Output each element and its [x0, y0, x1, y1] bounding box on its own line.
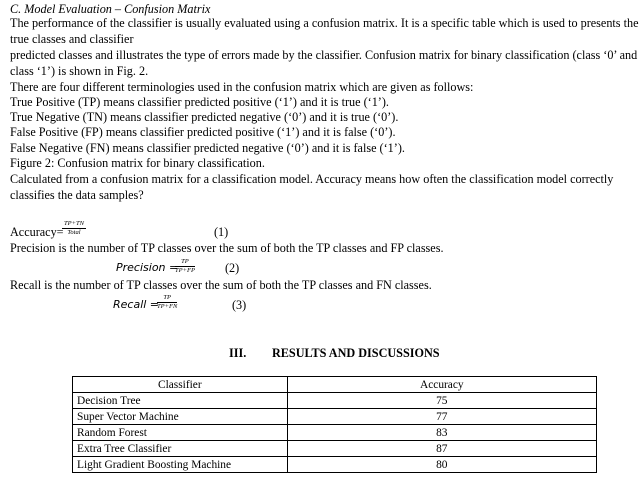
- eq1-numerator: TP+TN: [64, 220, 84, 227]
- table-header-accuracy: Accuracy: [287, 377, 596, 393]
- table-header-classifier: Classifier: [73, 377, 288, 393]
- figure-caption: Figure 2: Confusion matrix for binary classification.: [10, 156, 265, 170]
- classifier-cell: Decision Tree: [73, 393, 288, 409]
- paragraph-line: False Negative (FN) means classifier predicted negative (‘0’) and it is false (‘1’).: [10, 141, 405, 155]
- accuracy-cell: 80: [287, 457, 596, 473]
- classifier-cell: Extra Tree Classifier: [73, 441, 288, 457]
- section-title: C. Model Evaluation – Confusion Matrix: [10, 2, 211, 16]
- eq3-tag: (3): [232, 298, 247, 312]
- paragraph-line: The performance of the classifier is usually evaluated using a confusion matrix. It is a specific table which is used to presents the: [10, 16, 639, 30]
- eq3-denominator: TP+FN: [157, 303, 178, 310]
- eq2-denominator: TP+FP: [175, 267, 195, 274]
- accuracy-cell: 83: [287, 425, 596, 441]
- paragraph-line: true classes and classifier: [10, 32, 134, 46]
- paragraph-line: Calculated from a confusion matrix for a classification model. Accuracy means how often the classification model correctly: [10, 172, 614, 186]
- table-row: [73, 441, 597, 457]
- classifier-cell: Super Vector Machine: [73, 409, 288, 425]
- recall-text: Recall is the number of TP classes over the sum of both the TP classes and FN classes.: [10, 278, 432, 292]
- paragraph-line: True Negative (TN) means classifier predicted negative (‘0’) and it is true (‘0’).: [10, 110, 399, 124]
- table-row: [73, 409, 597, 425]
- table-row: [73, 393, 597, 409]
- table-row: [73, 425, 597, 441]
- table-row: [73, 457, 597, 473]
- section-heading-title: RESULTS AND DISCUSSIONS: [272, 346, 440, 360]
- paragraph-line: There are four different terminologies used in the confusion matrix which are given as follows:: [10, 80, 474, 94]
- section-number: III.: [229, 346, 247, 360]
- eq2-tag: (2): [225, 261, 240, 275]
- accuracy-cell: 75: [287, 393, 596, 409]
- accuracy-cell: 77: [287, 409, 596, 425]
- classifier-cell: Random Forest: [73, 425, 288, 441]
- classifier-cell: Light Gradient Boosting Machine: [73, 457, 288, 473]
- eq2-numerator: TP: [175, 258, 195, 267]
- eq1-denominator: Total: [67, 229, 81, 236]
- paragraph-line: classifies the data samples?: [10, 188, 144, 202]
- eq1-tag: (1): [214, 225, 229, 239]
- paragraph-line: class ‘1’) is shown in Fig. 2.: [10, 64, 149, 78]
- precision-text: Precision is the number of TP classes over the sum of both the TP classes and FP classes.: [10, 241, 444, 255]
- eq3-numerator: TP: [157, 294, 177, 303]
- paragraph-line: False Positive (FP) means classifier predicted positive (‘1’) and it is false (‘0’).: [10, 125, 396, 139]
- paragraph-line: predicted classes and illustrates the type of errors made by the classifier. Confusion matrix for binary classification (class ‘0’ and: [10, 48, 638, 62]
- paragraph-line: True Positive (TP) means classifier predicted positive (‘1’) and it is true (‘1’).: [10, 95, 389, 109]
- results-table: [72, 376, 597, 473]
- table-header-row: [73, 377, 597, 393]
- accuracy-cell: 87: [287, 441, 596, 457]
